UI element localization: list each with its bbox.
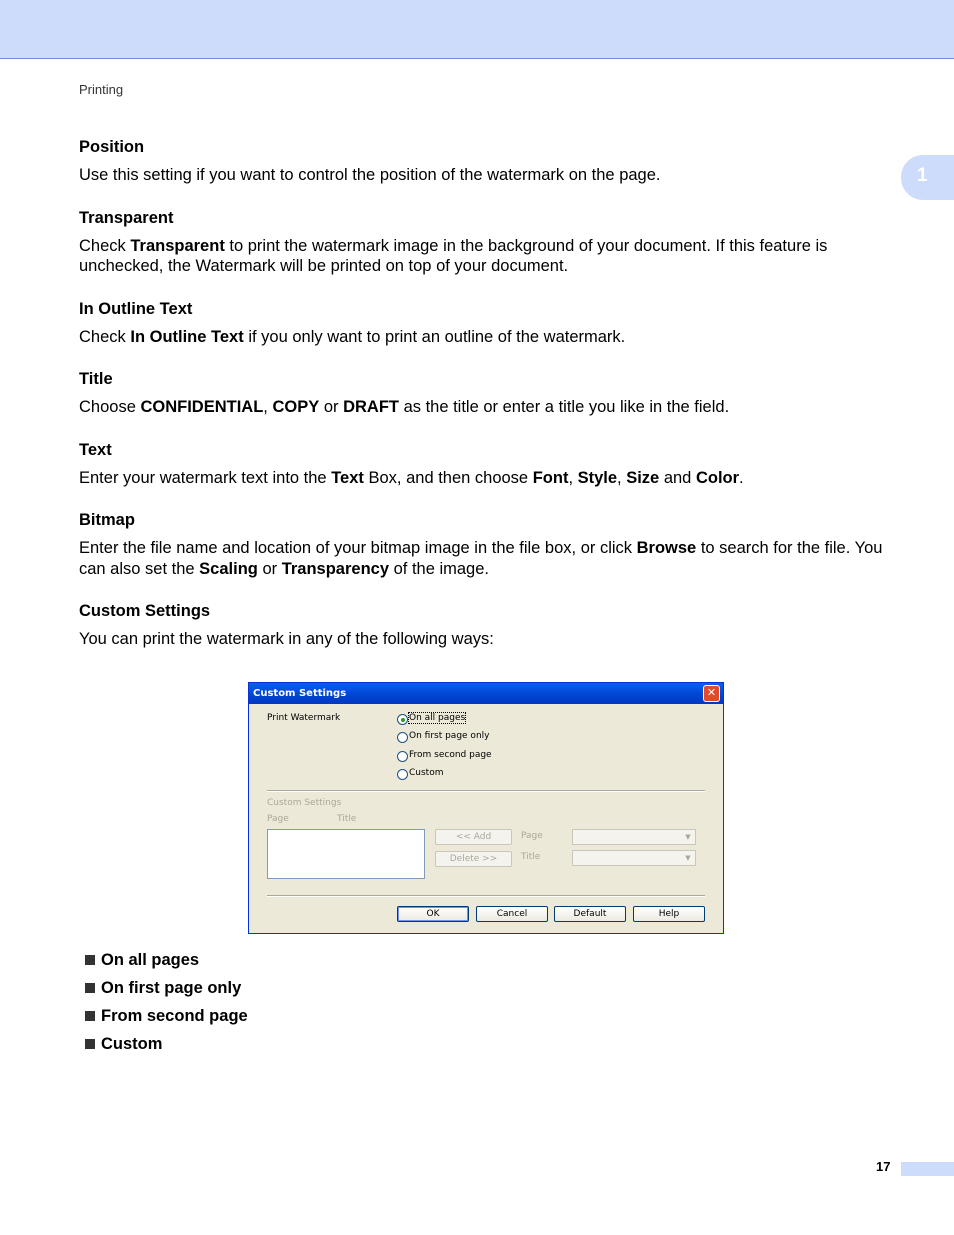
section-body: Choose CONFIDENTIAL, COPY or DRAFT as the title or enter a title you like in the field. bbox=[79, 398, 730, 416]
radio-on-all-pages[interactable] bbox=[397, 713, 597, 727]
section-body: Check In Outline Text if you only want to print an outline of the watermark. bbox=[79, 327, 626, 346]
bullet-square-icon bbox=[85, 1039, 95, 1049]
section-heading: Text bbox=[79, 440, 112, 459]
header-band bbox=[0, 0, 954, 59]
title-column-header: Title bbox=[337, 814, 357, 824]
radio-on-first-page-only[interactable] bbox=[397, 731, 597, 745]
page-number: 17 bbox=[876, 1159, 891, 1174]
radio-icon bbox=[397, 732, 408, 743]
radio-icon bbox=[397, 751, 408, 762]
section-body: Enter your watermark text into the Text Box, and then choose Font, Style, Size and Color. bbox=[79, 468, 744, 487]
radio-label: Custom bbox=[409, 768, 444, 778]
section-transparent bbox=[79, 208, 889, 277]
section-heading: In Outline Text bbox=[79, 299, 193, 318]
page-column-header: Page bbox=[267, 814, 289, 824]
section-position bbox=[79, 137, 889, 186]
section-heading: Custom Settings bbox=[79, 602, 211, 620]
close-icon[interactable]: ✕ bbox=[703, 685, 720, 702]
radio-custom[interactable] bbox=[397, 768, 597, 782]
ok-button[interactable]: OK bbox=[397, 906, 469, 922]
bullet-square-icon bbox=[85, 1011, 95, 1021]
section-text bbox=[79, 440, 889, 489]
section-heading: Transparent bbox=[79, 208, 174, 227]
section-body: Enter the file name and location of your bitmap image in the file box, or click Browse to search for the file. You can also set the Scaling or Transparency of the image. bbox=[79, 539, 883, 578]
section-title bbox=[79, 369, 889, 418]
section-bitmap bbox=[79, 510, 889, 579]
dialog-title-bar[interactable] bbox=[249, 683, 723, 704]
section-body: Check Transparent to print the watermark image in the background of your document. If this feature is unchecked, the Watermark will be printed on top of your document. bbox=[79, 236, 828, 275]
chapter-number: 1 bbox=[917, 165, 928, 186]
section-in-outline-text bbox=[79, 299, 889, 348]
section-heading: Position bbox=[79, 138, 145, 156]
add-button[interactable]: << Add bbox=[435, 829, 512, 845]
radio-label: On first page only bbox=[409, 731, 490, 741]
running-head: Printing bbox=[79, 82, 124, 97]
page-label: Page bbox=[521, 831, 543, 841]
bullet-square-icon bbox=[85, 983, 95, 993]
footer-band bbox=[901, 1162, 954, 1176]
title-label: Title bbox=[521, 852, 541, 862]
title-combo[interactable] bbox=[572, 850, 696, 866]
delete-button[interactable]: Delete >> bbox=[435, 851, 512, 867]
custom-settings-dialog bbox=[248, 682, 724, 934]
help-button[interactable]: Help bbox=[633, 906, 705, 922]
radio-selected-icon bbox=[397, 714, 408, 725]
section-heading: Title bbox=[79, 370, 113, 388]
divider bbox=[267, 895, 705, 897]
page-content bbox=[79, 137, 889, 672]
custom-settings-group-label: Custom Settings bbox=[267, 798, 342, 808]
radio-icon bbox=[397, 769, 408, 780]
default-button[interactable]: Default bbox=[554, 906, 626, 922]
radio-label: On all pages bbox=[409, 713, 466, 723]
section-body: Use this setting if you want to control the position of the watermark on the page. bbox=[79, 166, 661, 184]
chapter-tab bbox=[901, 155, 954, 200]
page-combo[interactable] bbox=[572, 829, 696, 845]
section-body: You can print the watermark in any of the following ways: bbox=[79, 630, 494, 648]
cancel-button[interactable]: Cancel bbox=[476, 906, 548, 922]
custom-pages-list[interactable] bbox=[267, 829, 425, 879]
radio-label: From second page bbox=[409, 750, 492, 760]
dialog-title: Custom Settings bbox=[253, 688, 347, 699]
print-watermark-label: Print Watermark bbox=[267, 713, 341, 723]
section-custom-settings bbox=[79, 601, 889, 650]
bullet-square-icon bbox=[85, 955, 95, 965]
section-heading: Bitmap bbox=[79, 511, 135, 529]
chevron-down-icon: ▼ bbox=[685, 833, 691, 841]
radio-from-second-page[interactable] bbox=[397, 750, 597, 764]
divider bbox=[267, 790, 705, 792]
chevron-down-icon: ▼ bbox=[685, 854, 691, 862]
